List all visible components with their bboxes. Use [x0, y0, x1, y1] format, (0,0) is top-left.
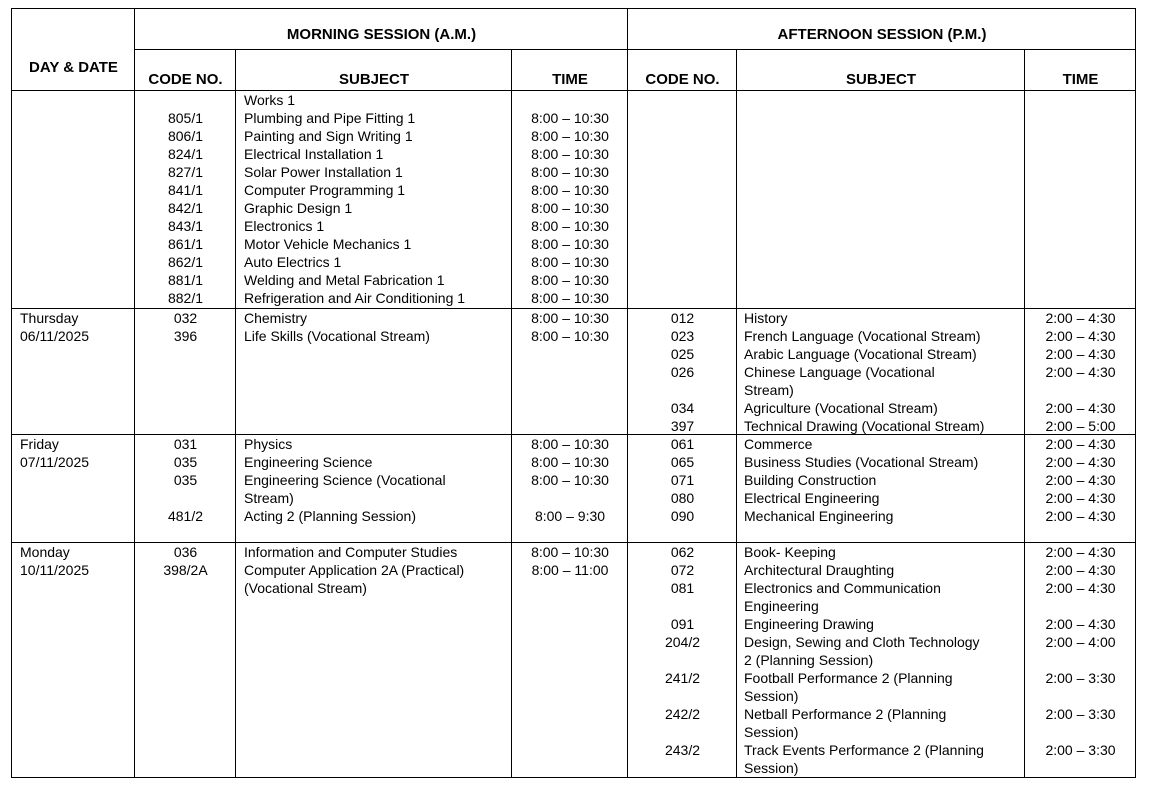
am-code-cell: 842/1 [167, 200, 204, 216]
day-label: Thursday [20, 310, 79, 326]
pm-code-cell: 065 [670, 454, 695, 470]
pm-subject-cell: Electronics and Communication [744, 580, 941, 596]
pm-subject-cell: Electrical Engineering [744, 490, 880, 506]
pm-subject-cell: Technical Drawing (Vocational Stream) [744, 418, 985, 434]
grid-line [134, 49, 1136, 50]
am-subject-cell: Painting and Sign Writing 1 [244, 128, 413, 144]
am-code-cell: 032 [173, 310, 198, 326]
pm-code-cell: 204/2 [664, 634, 701, 650]
am-subject-cell: Refrigeration and Air Conditioning 1 [244, 290, 466, 306]
exam-timetable [11, 8, 1136, 778]
am-subject-cell: Life Skills (Vocational Stream) [244, 328, 430, 344]
pm-code-cell: 061 [670, 436, 695, 452]
pm-code-cell: 026 [670, 364, 695, 380]
pm-code-cell: 397 [670, 418, 695, 434]
pm-code-cell: 072 [670, 562, 695, 578]
date-label: 07/11/2025 [20, 454, 90, 470]
am-time-cell: 8:00 – 10:30 [531, 454, 609, 470]
am-code-cell: 396 [173, 328, 198, 344]
pm-time-cell: 2:00 – 4:30 [1045, 508, 1116, 524]
am-subject-cell: Electrical Installation 1 [244, 146, 384, 162]
pm-code-cell: 241/2 [664, 670, 701, 686]
pm-time-cell: 2:00 – 3:30 [1045, 706, 1116, 722]
am-code-cell: 841/1 [167, 182, 204, 198]
pm-subject-cell: Session) [744, 688, 799, 704]
am-time-cell: 8:00 – 10:30 [531, 328, 609, 344]
am-subject-cell: Stream) [244, 490, 294, 506]
am-time-cell: 8:00 – 10:30 [531, 436, 609, 452]
pm-subject-cell: Session) [744, 724, 799, 740]
pm-subject-cell: Book- Keeping [744, 544, 836, 560]
pm-time-cell: 2:00 – 5:00 [1045, 418, 1116, 434]
day-label: Monday [20, 544, 70, 560]
am-code-cell: 035 [173, 472, 198, 488]
pm-subject-cell: Chinese Language (Vocational [744, 364, 935, 380]
pm-subject-cell: Track Events Performance 2 (Planning [744, 742, 984, 758]
pm-subject-cell: Commerce [744, 436, 813, 452]
am-code-cell: 035 [173, 454, 198, 470]
am-code-cell: 398/2A [163, 562, 208, 578]
pm-subject-cell: Stream) [744, 382, 794, 398]
am-code-cell: 843/1 [167, 218, 204, 234]
day-date-header: DAY & DATE [29, 59, 118, 76]
pm-subject-cell: Arabic Language (Vocational Stream) [744, 346, 977, 362]
am-subject-cell: Graphic Design 1 [244, 200, 353, 216]
pm-time-cell: 2:00 – 4:30 [1045, 562, 1116, 578]
date-label: 10/11/2025 [20, 562, 90, 578]
pm-time-cell: 2:00 – 3:30 [1045, 742, 1116, 758]
afternoon-session-header: AFTERNOON SESSION (P.M.) [777, 26, 987, 43]
pm-subject-cell: French Language (Vocational Stream) [744, 328, 981, 344]
pm-code-cell: 071 [670, 472, 695, 488]
pm-subject-cell: Engineering [744, 598, 819, 614]
pm-subject-cell: 2 (Planning Session) [744, 652, 874, 668]
pm-code-header: CODE NO. [645, 71, 720, 88]
pm-subject-cell: Design, Sewing and Cloth Technology [744, 634, 980, 650]
am-time-cell: 8:00 – 10:30 [531, 544, 609, 560]
am-time-cell: 8:00 – 10:30 [531, 110, 609, 126]
am-time-cell: 8:00 – 10:30 [531, 146, 609, 162]
am-subject-cell: Motor Vehicle Mechanics 1 [244, 236, 412, 252]
am-time-cell: 8:00 – 10:30 [531, 182, 609, 198]
pm-subject-header: SUBJECT [845, 71, 916, 88]
am-subject-cell: Engineering Science (Vocational [244, 472, 446, 488]
am-code-cell: 881/1 [167, 272, 204, 288]
am-code-cell: 031 [173, 436, 198, 452]
am-time-cell: 8:00 – 10:30 [531, 472, 609, 488]
am-subject-cell: Engineering Science [244, 454, 373, 470]
pm-time-cell: 2:00 – 4:30 [1045, 328, 1116, 344]
pm-time-cell: 2:00 – 4:30 [1045, 490, 1116, 506]
am-subject-cell: Chemistry [244, 310, 308, 326]
pm-time-cell: 2:00 – 4:30 [1045, 544, 1116, 560]
am-code-cell: 036 [173, 544, 198, 560]
am-subject-cell: Acting 2 (Planning Session) [244, 508, 416, 524]
am-subject-cell: (Vocational Stream) [244, 580, 367, 596]
pm-code-cell: 062 [670, 544, 695, 560]
pm-subject-cell: Building Construction [744, 472, 877, 488]
pm-code-cell: 091 [670, 616, 695, 632]
pm-time-cell: 2:00 – 4:30 [1045, 310, 1116, 326]
am-subject-cell: Plumbing and Pipe Fitting 1 [244, 110, 416, 126]
pm-code-cell: 080 [670, 490, 695, 506]
pm-code-cell: 242/2 [664, 706, 701, 722]
day-label: Friday [20, 436, 59, 452]
pm-time-cell: 2:00 – 4:30 [1045, 454, 1116, 470]
pm-time-cell: 2:00 – 4:30 [1045, 364, 1116, 380]
am-code-header: CODE NO. [148, 71, 223, 88]
pm-time-cell: 2:00 – 4:30 [1045, 346, 1116, 362]
am-time-cell: 8:00 – 10:30 [531, 290, 609, 306]
am-subject-cell: Electronics 1 [244, 218, 325, 234]
pm-subject-cell: Mechanical Engineering [744, 508, 894, 524]
morning-session-header: MORNING SESSION (A.M.) [286, 26, 477, 43]
am-time-cell: 8:00 – 10:30 [531, 128, 609, 144]
pm-subject-cell: Business Studies (Vocational Stream) [744, 454, 979, 470]
am-subject-cell: Computer Programming 1 [244, 182, 406, 198]
am-subject-cell: Physics [244, 436, 293, 452]
am-subject-cell: Solar Power Installation 1 [244, 164, 403, 180]
date-label: 06/11/2025 [20, 328, 90, 344]
am-code-cell: 481/2 [167, 508, 204, 524]
am-subject-cell: Computer Application 2A (Practical) [244, 562, 465, 578]
am-time-cell: 8:00 – 10:30 [531, 200, 609, 216]
am-time-cell: 8:00 – 10:30 [531, 254, 609, 270]
grid-line [12, 90, 1136, 91]
pm-subject-cell: Netball Performance 2 (Planning [744, 706, 947, 722]
pm-subject-cell: Engineering Drawing [744, 616, 874, 632]
pm-subject-cell: Agriculture (Vocational Stream) [744, 400, 938, 416]
am-time-cell: 8:00 – 10:30 [531, 218, 609, 234]
am-code-cell: 805/1 [167, 110, 204, 126]
am-time-cell: 8:00 – 10:30 [531, 272, 609, 288]
am-code-cell: 824/1 [167, 146, 204, 162]
am-time-header: TIME [552, 71, 588, 88]
am-time-cell: 8:00 – 11:00 [531, 562, 609, 578]
pm-code-cell: 023 [670, 328, 695, 344]
am-subject-cell: Information and Computer Studies [244, 544, 458, 560]
pm-time-cell: 2:00 – 4:30 [1045, 472, 1116, 488]
pm-time-cell: 2:00 – 4:30 [1045, 400, 1116, 416]
pm-subject-cell: Football Performance 2 (Planning [744, 670, 953, 686]
am-subject-cell: Auto Electrics 1 [244, 254, 342, 270]
am-subject-header: SUBJECT [338, 71, 409, 88]
pm-code-cell: 034 [670, 400, 695, 416]
pm-time-cell: 2:00 – 4:30 [1045, 436, 1116, 452]
pm-time-header: TIME [1062, 71, 1099, 88]
pm-time-cell: 2:00 – 4:30 [1045, 580, 1116, 596]
pm-code-cell: 012 [670, 310, 695, 326]
pm-subject-cell: History [744, 310, 788, 326]
am-code-cell: 861/1 [167, 236, 204, 252]
am-code-cell: 827/1 [167, 164, 204, 180]
pm-time-cell: 2:00 – 4:00 [1045, 634, 1116, 650]
am-code-cell: 882/1 [167, 290, 204, 306]
am-time-cell: 8:00 – 10:30 [531, 310, 609, 326]
pm-code-cell: 025 [670, 346, 695, 362]
pm-time-cell: 2:00 – 4:30 [1045, 616, 1116, 632]
pm-code-cell: 081 [670, 580, 695, 596]
am-time-cell: 8:00 – 9:30 [534, 508, 606, 524]
am-time-cell: 8:00 – 10:30 [531, 236, 609, 252]
am-code-cell: 862/1 [167, 254, 204, 270]
pm-code-cell: 090 [670, 508, 695, 524]
pm-subject-cell: Architectural Draughting [744, 562, 895, 578]
pm-time-cell: 2:00 – 3:30 [1045, 670, 1116, 686]
am-code-cell: 806/1 [167, 128, 204, 144]
am-subject-cell: Works 1 [244, 92, 296, 108]
am-subject-cell: Welding and Metal Fabrication 1 [244, 272, 445, 288]
pm-subject-cell: Session) [744, 760, 799, 776]
am-time-cell: 8:00 – 10:30 [531, 164, 609, 180]
pm-code-cell: 243/2 [664, 742, 701, 758]
